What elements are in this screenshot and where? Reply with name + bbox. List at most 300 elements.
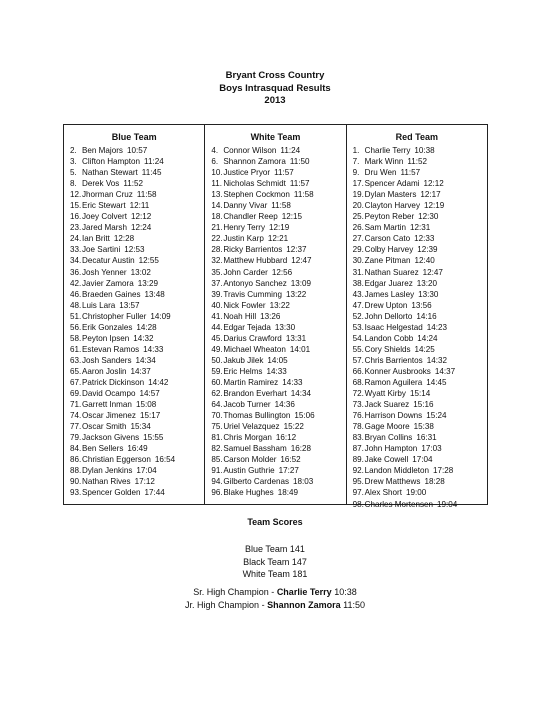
runner-time: 13:02 — [130, 267, 151, 277]
runner-name: Jhorman Cruz — [82, 190, 133, 200]
runner-row — [211, 200, 345, 211]
runner-place: 4. — [211, 146, 219, 155]
runner-name: Josh Sanders — [82, 355, 132, 365]
runner-place: 63. — [70, 355, 82, 365]
runner-time: 14:45 — [426, 377, 447, 387]
runner-row — [70, 178, 204, 189]
runner-place: 92. — [352, 466, 364, 476]
runner-row — [70, 189, 204, 200]
runner-name: Martin Ramirez — [223, 377, 279, 387]
runner-place: 51. — [70, 311, 82, 321]
runner-place: 89. — [352, 455, 364, 465]
runner-place: 91. — [211, 466, 223, 476]
runner-time: 11:57 — [289, 179, 310, 189]
runner-name: Spencer Golden — [82, 488, 141, 498]
runner-time: 17:04 — [136, 466, 157, 476]
runner-time: 13:20 — [416, 278, 438, 288]
runner-name: David Ocampo — [82, 389, 136, 399]
runner-row — [70, 465, 204, 476]
runner-time: 18:03 — [293, 477, 314, 487]
runner-row — [70, 244, 204, 255]
runner-place: 77. — [70, 422, 82, 432]
runner-time: 12:33 — [414, 234, 435, 244]
runner-name: Chris Morgan — [223, 433, 272, 443]
runner-name: Jack Suarez — [364, 400, 410, 410]
runner-time: 12:55 — [138, 256, 159, 266]
runner-row — [70, 333, 204, 344]
runner-time: 14:25 — [414, 344, 435, 354]
runner-name: Ben Majors — [82, 146, 123, 155]
runner-place: 59. — [211, 366, 223, 376]
runner-row — [353, 355, 487, 366]
runner-row — [353, 454, 487, 465]
runner-name: Chris Barrientos — [364, 355, 423, 365]
team-score-line: White Team 181 — [242, 569, 308, 579]
runner-row — [211, 267, 345, 278]
runner-name: John Dellorto — [364, 311, 413, 321]
runner-name: John Hampton — [364, 444, 418, 454]
runner-time: 13:30 — [274, 322, 296, 332]
runner-time: 13:30 — [418, 289, 439, 299]
runner-time: 14:28 — [136, 322, 157, 332]
runner-time: 12:11 — [129, 201, 150, 211]
runner-name: Eric Stewart — [82, 201, 126, 211]
runner-row — [353, 300, 487, 311]
runner-row — [353, 377, 487, 388]
runner-name: Isaac Helgestad — [364, 322, 423, 332]
runner-name: Justin Karp — [223, 234, 264, 244]
runner-place: 40. — [211, 300, 223, 310]
runner-time: 10:57 — [126, 146, 148, 155]
runner-time: 15:06 — [294, 411, 315, 421]
runner-time: 12:47 — [291, 256, 312, 266]
runner-row — [211, 476, 345, 487]
sr-champion-label: Sr. High Champion - — [193, 587, 277, 597]
team-score-line: Blue Team 141 — [245, 544, 305, 554]
runner-row — [211, 344, 345, 355]
runner-row — [70, 167, 204, 178]
runner-row — [353, 255, 487, 266]
runner-place: 31. — [352, 267, 364, 277]
runner-place: 76. — [352, 411, 364, 421]
runner-name: Connor Wilson — [223, 146, 277, 155]
runner-row — [70, 443, 204, 454]
runner-time: 13:22 — [269, 300, 290, 310]
runner-row — [211, 421, 345, 432]
runner-name: Samuel Bassham — [223, 444, 287, 454]
runner-name: Bryan Collins — [364, 433, 413, 443]
runner-time: 11:58 — [136, 190, 157, 200]
runner-name: John Carder — [223, 267, 268, 277]
runner-name: Joey Colvert — [82, 212, 127, 222]
runner-row — [353, 178, 487, 189]
runner-time: 13:09 — [290, 278, 312, 288]
runner-row — [70, 421, 204, 432]
runner-name: Jake Cowell — [364, 455, 409, 465]
runner-row — [353, 333, 487, 344]
runner-row — [211, 156, 345, 167]
team-score-line: Black Team 147 — [243, 556, 307, 567]
runner-place: 88. — [70, 466, 82, 476]
runner-time: 14:34 — [290, 389, 312, 399]
runner-time: 12:15 — [281, 212, 303, 222]
runner-place: 86. — [70, 455, 82, 465]
runner-row — [353, 167, 487, 178]
runner-row — [211, 443, 345, 454]
runner-place: 39. — [211, 289, 223, 299]
runner-time: 17:03 — [421, 444, 442, 454]
runner-name: Drew Upton — [364, 300, 408, 310]
runner-name: Derek Vos — [82, 179, 120, 189]
runner-list — [353, 145, 487, 510]
runner-place: 70. — [211, 411, 223, 421]
sr-champion-name: Charlie Terry — [276, 587, 332, 597]
runner-name: Antonyo Sanchez — [223, 278, 287, 288]
runner-row — [353, 233, 487, 244]
runner-row — [70, 233, 204, 244]
runner-name: James Lasley — [364, 289, 415, 299]
runner-place: 36. — [70, 267, 82, 277]
runner-name: Landon Cobb — [364, 333, 414, 343]
runner-time: 11:57 — [400, 168, 421, 178]
runner-time: 12:19 — [269, 223, 290, 233]
runner-name: Landon Middleton — [364, 466, 430, 476]
runner-place: 95. — [352, 477, 364, 487]
runner-time: 12:39 — [417, 245, 438, 255]
runner-name: Josh Yenner — [82, 267, 127, 277]
runner-place: 73. — [352, 400, 364, 410]
runner-row — [211, 432, 345, 443]
sr-champion-line — [0, 586, 550, 599]
runner-name: Decatur Austin — [82, 256, 135, 266]
runner-name: Mark Winn — [364, 157, 404, 167]
runner-row — [211, 388, 345, 399]
runner-name: Harrison Downs — [364, 411, 423, 421]
runner-row — [211, 145, 345, 156]
runner-row — [211, 300, 345, 311]
runner-name: Nathan Stewart — [82, 168, 138, 178]
runner-time: 16:31 — [416, 433, 437, 443]
runner-time: 11:52 — [123, 179, 143, 189]
runner-name: Charles Mortensen — [364, 499, 434, 509]
runner-place: 79. — [70, 433, 82, 443]
runner-time: 12:12 — [423, 179, 444, 189]
runner-name: Justice Pryor — [223, 168, 271, 178]
runner-place: 87. — [352, 444, 364, 454]
runner-row — [70, 267, 204, 278]
runner-place: 49. — [211, 344, 223, 354]
jr-champion-name: Shannon Zamora — [267, 600, 341, 610]
runner-row — [70, 211, 204, 222]
runner-row — [353, 211, 487, 222]
runner-row — [211, 244, 345, 255]
runner-place: 20. — [352, 201, 364, 211]
runner-place: 66. — [352, 366, 364, 376]
runner-time: 17:28 — [433, 466, 454, 476]
runner-time: 12:28 — [113, 234, 135, 244]
runner-place: 98. — [352, 499, 364, 509]
runner-place: 94. — [211, 477, 223, 487]
runner-name: Matthew Hubbard — [223, 256, 288, 266]
runner-name: Alex Short — [364, 488, 402, 498]
header-year: 2013 — [264, 95, 286, 106]
runner-name: Thomas Bullington — [223, 411, 291, 421]
runner-name: Oscar Jimenez — [82, 411, 136, 421]
runner-row — [353, 145, 487, 156]
runner-time: 15:55 — [143, 433, 164, 443]
runner-name: Drew Matthews — [364, 477, 421, 487]
runner-place: 68. — [352, 377, 364, 387]
runner-row — [70, 377, 204, 388]
jr-champion-label: Jr. High Champion - — [185, 600, 268, 610]
runner-name: Garrett Inman — [82, 400, 132, 410]
runner-time: 11:57 — [274, 168, 294, 178]
runner-name: Jacob Turner — [223, 400, 271, 410]
runner-row — [353, 244, 487, 255]
runner-name: Oscar Smith — [82, 422, 127, 432]
runner-place: 19. — [352, 190, 364, 200]
runner-name: Zane Pitman — [364, 256, 411, 266]
runner-place: 30. — [352, 256, 364, 266]
runner-name: Stephen Cockmon — [223, 190, 290, 200]
runner-place: 57. — [352, 355, 364, 365]
runner-time: 15:16 — [413, 400, 434, 410]
runner-time: 12:53 — [124, 245, 145, 255]
runner-place: 69. — [70, 389, 82, 399]
header-event: Boys Intrasquad Results — [219, 82, 331, 94]
runner-time: 14:33 — [266, 366, 287, 376]
runner-place: 78. — [352, 422, 364, 432]
runner-time: 18:49 — [277, 488, 298, 498]
runner-time: 14:05 — [267, 355, 288, 365]
runner-name: Erik Gonzales — [82, 322, 133, 332]
runner-place: 9. — [352, 168, 360, 178]
runner-name: Uriel Velazquez — [223, 422, 280, 432]
runner-name: Charlie Terry — [364, 146, 411, 155]
runner-row — [70, 200, 204, 211]
runner-time: 16:12 — [275, 433, 297, 443]
runner-place: 61. — [70, 344, 82, 354]
runner-row — [70, 355, 204, 366]
runner-row — [211, 189, 345, 200]
runner-time: 11:24 — [280, 146, 301, 155]
runner-row — [70, 300, 204, 311]
runner-row — [353, 432, 487, 443]
document-header — [0, 70, 550, 108]
runner-name: Edgar Juarez — [364, 278, 413, 288]
runner-time: 12:24 — [130, 223, 152, 233]
runner-name: Edgar Tejada — [223, 322, 271, 332]
runner-name: Peyton Ipsen — [82, 333, 130, 343]
runner-row — [211, 311, 345, 322]
runner-place: 56. — [70, 322, 82, 332]
runner-name: Gilberto Cardenas — [223, 477, 290, 487]
runner-name: Nathan Rives — [82, 477, 131, 487]
runner-row — [70, 344, 204, 355]
runner-name: Nicholas Schmidt — [223, 179, 286, 189]
runner-row — [70, 454, 204, 465]
runner-row — [70, 278, 204, 289]
runner-time: 14:33 — [282, 377, 303, 387]
runner-time: 14:24 — [417, 333, 438, 343]
runner-place: 8. — [70, 179, 77, 189]
runner-name: Jackson Givens — [82, 433, 140, 443]
runner-time: 13:48 — [144, 289, 165, 299]
runner-time: 16:54 — [154, 455, 176, 465]
runner-place: 28. — [211, 245, 223, 255]
runner-time: 14:33 — [143, 344, 164, 354]
runner-name: Luis Lara — [82, 300, 116, 310]
runner-time: 11:52 — [407, 157, 427, 167]
sr-champion-time: 10:38 — [334, 587, 357, 597]
jr-champion-line — [0, 599, 550, 612]
runner-place: 27. — [352, 234, 364, 244]
runner-place: 22. — [211, 234, 223, 244]
runner-time: 11:58 — [271, 201, 291, 211]
runner-row — [70, 410, 204, 421]
runner-name: Nick Fowler — [223, 300, 266, 310]
runner-row — [353, 200, 487, 211]
runner-place: 13. — [211, 190, 223, 200]
results-table — [63, 124, 488, 509]
runner-place: 24. — [70, 234, 82, 244]
runner-time: 14:37 — [130, 366, 151, 376]
runner-row — [353, 410, 487, 421]
runner-time: 13:31 — [285, 333, 307, 343]
runner-place: 60. — [211, 377, 223, 387]
runner-time: 12:37 — [286, 245, 307, 255]
runner-name: Travis Cumming — [223, 289, 282, 299]
runner-row — [70, 222, 204, 233]
runner-place: 71. — [70, 400, 82, 410]
runner-time: 16:28 — [290, 444, 312, 454]
runner-row — [353, 388, 487, 399]
runner-time: 16:52 — [280, 455, 301, 465]
runner-name: Ian Britt — [82, 234, 110, 244]
runner-time: 15:14 — [409, 389, 431, 399]
runner-place: 6. — [211, 157, 219, 167]
runner-row — [70, 487, 204, 498]
runner-place: 1. — [352, 146, 360, 155]
runner-name: Ricky Barrientos — [223, 245, 283, 255]
runner-name: Sam Martin — [364, 223, 407, 233]
runner-row — [70, 145, 204, 156]
runner-time: 10:38 — [414, 146, 435, 155]
team-column — [64, 125, 204, 504]
runner-time: 12:21 — [267, 234, 289, 244]
runner-row — [70, 322, 204, 333]
runner-time: 11:45 — [141, 168, 162, 178]
runner-place: 82. — [211, 444, 223, 454]
team-title: White Team — [250, 132, 301, 142]
runner-time: 14:16 — [416, 311, 437, 321]
runner-time: 15:08 — [135, 400, 157, 410]
runner-name: Christian Eggerson — [82, 455, 151, 465]
runner-place: 38. — [352, 278, 364, 288]
runner-time: 13:22 — [285, 289, 307, 299]
runner-name: Dylan Masters — [364, 190, 417, 200]
runner-name: Ben Sellers — [82, 444, 124, 454]
runner-time: 12:19 — [424, 201, 445, 211]
runner-place: 15. — [70, 201, 82, 211]
runner-place: 14. — [211, 201, 223, 211]
runner-place: 33. — [70, 245, 82, 255]
runner-place: 90. — [70, 477, 82, 487]
runner-time: 14:32 — [426, 355, 447, 365]
runner-row — [353, 443, 487, 454]
runner-place: 67. — [70, 377, 82, 387]
runner-row — [353, 399, 487, 410]
runner-time: 18:28 — [424, 477, 445, 487]
runner-place: 37. — [211, 278, 223, 288]
runner-time: 14:37 — [434, 366, 456, 376]
runner-row — [211, 465, 345, 476]
runner-row — [353, 322, 487, 333]
runner-time: 19:00 — [406, 488, 427, 498]
runner-row — [211, 487, 345, 498]
runner-name: Shannon Zamora — [223, 157, 286, 167]
runner-time: 11:24 — [144, 157, 164, 167]
runner-row — [70, 432, 204, 443]
runner-name: Ramon Aguilera — [364, 377, 423, 387]
runner-time: 14:36 — [274, 400, 295, 410]
runner-place: 25. — [352, 212, 364, 222]
runner-row — [70, 388, 204, 399]
runner-name: Joe Sartini — [82, 245, 121, 255]
runner-row — [211, 211, 345, 222]
runner-row — [211, 399, 345, 410]
runner-time: 15:38 — [413, 422, 434, 432]
runner-name: Carson Cato — [364, 234, 411, 244]
runner-time: 13:56 — [411, 300, 432, 310]
team-column — [346, 125, 487, 509]
runner-place: 32. — [211, 256, 223, 266]
runner-name: Clifton Hampton — [82, 157, 141, 167]
runner-row — [211, 278, 345, 289]
runner-name: Brandon Everhart — [223, 389, 287, 399]
runner-name: Spencer Adami — [364, 179, 420, 189]
runner-time: 12:17 — [420, 190, 441, 200]
runner-name: Patrick Dickinson — [82, 377, 145, 387]
runner-name: Wyatt Kirby — [364, 389, 406, 399]
runner-name: Cory Shields — [364, 344, 411, 354]
runner-name: Michael Wheaton — [223, 344, 286, 354]
runner-place: 47. — [352, 300, 364, 310]
runner-place: 85. — [211, 455, 223, 465]
runner-time: 14:42 — [148, 377, 169, 387]
runner-row — [353, 311, 487, 322]
runner-place: 54. — [352, 333, 364, 343]
team-title: Blue Team — [111, 132, 157, 142]
runner-place: 97. — [352, 488, 364, 498]
runner-name: Danny Vivar — [223, 201, 268, 211]
runner-row — [70, 255, 204, 266]
runner-place: 50. — [211, 355, 223, 365]
runner-name: Carson Molder — [223, 455, 277, 465]
runner-time: 14:01 — [289, 344, 311, 354]
runner-row — [353, 267, 487, 278]
runner-name: Gage Moore — [364, 422, 410, 432]
runner-row — [211, 178, 345, 189]
runner-row — [70, 476, 204, 487]
runner-name: Eric Helms — [223, 366, 263, 376]
team-scores-section — [0, 516, 550, 581]
runner-place: 62. — [211, 389, 223, 399]
runner-time: 11:50 — [289, 157, 310, 167]
runner-place: 84. — [70, 444, 82, 454]
runner-name: Clayton Harvey — [364, 201, 420, 211]
runner-name: Darius Crawford — [223, 333, 282, 343]
